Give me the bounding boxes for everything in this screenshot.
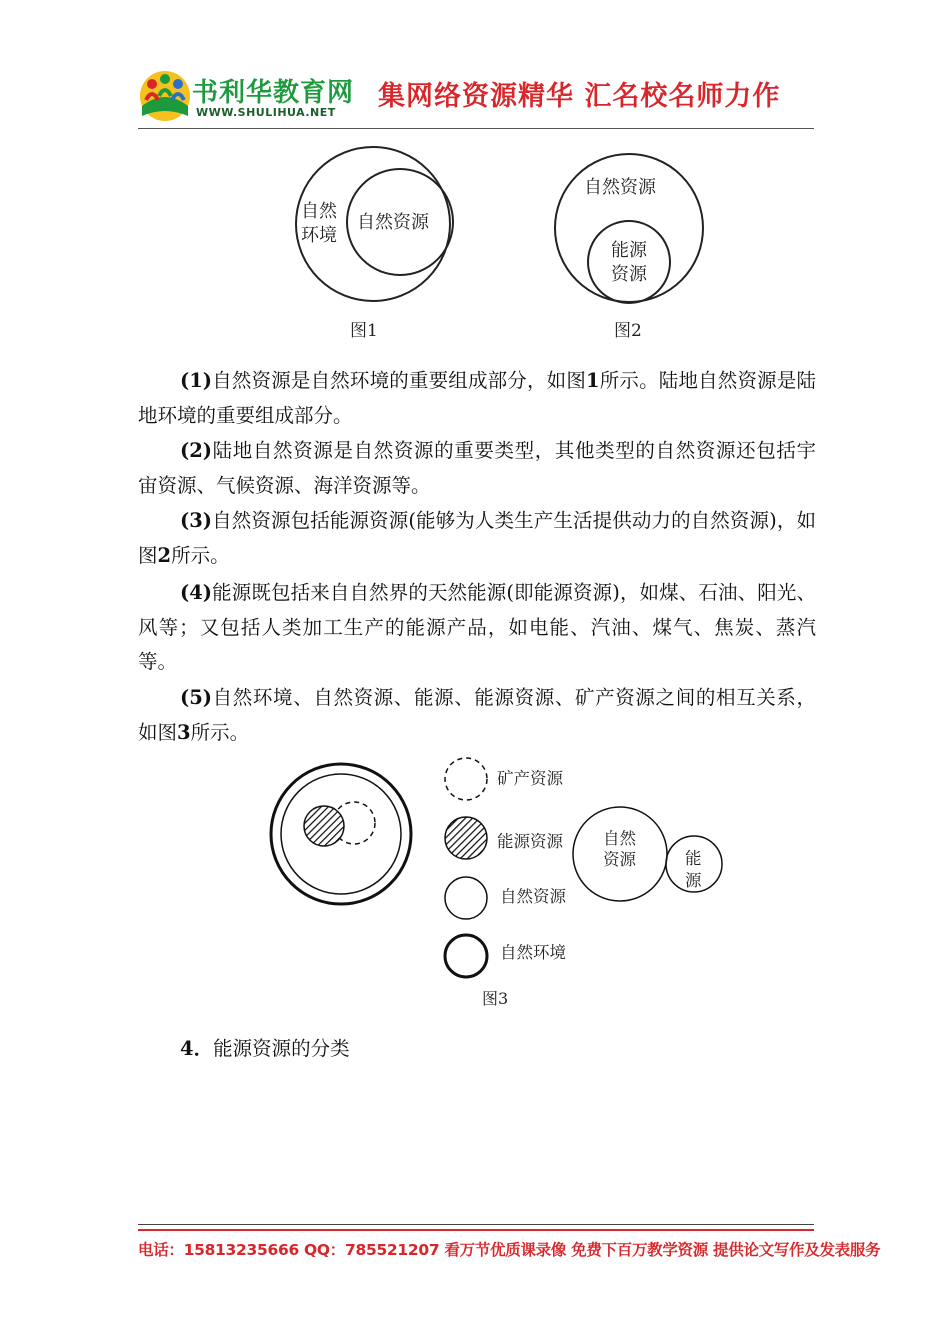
paragraph-2-num: (2) [180, 439, 213, 462]
figure-3 [262, 752, 732, 1014]
paragraph-1 [138, 364, 816, 433]
fig1-outer-label-1: 自然 [301, 201, 337, 222]
header-slogan: 集网络资源精华 汇名校名师力作 [378, 81, 781, 112]
paragraph-5 [138, 681, 816, 750]
fig3-energy-circle [304, 806, 344, 846]
section-number: 4． [180, 1037, 214, 1060]
logo-url[interactable]: WWW.SHULIHUA.NET [196, 106, 336, 119]
paragraph-5-ref: 3 [177, 720, 191, 744]
paragraph-5-tail: 所示。 [190, 720, 250, 744]
paragraph-3-num: (3) [180, 509, 213, 532]
footer-contact: 电话：15813235666 QQ：785521207 看万节优质课录像 免费下百万教学资源 提供论文写作及发表服务 [138, 1241, 881, 1259]
fig2-inner-circle [588, 221, 670, 303]
section-title: 能源资源的分类 [213, 1037, 350, 1060]
footer-divider-red [138, 1229, 814, 1231]
legend-env-label: 自然环境 [500, 943, 566, 962]
legend-mineral-label: 矿产资源 [497, 769, 563, 788]
paragraph-2 [138, 434, 816, 503]
venn-right-label-1: 能 [685, 849, 702, 868]
fig2-outer-label: 自然资源 [584, 177, 656, 198]
page-header [138, 66, 814, 128]
figures-1-2 [138, 140, 814, 350]
paragraph-1-tail: 所示。陆地自然资源是陆地环境的重要组成部分。 [138, 369, 816, 427]
fig2-caption: 图2 [614, 321, 642, 341]
paragraph-1-num: (1) [180, 369, 213, 392]
footer-divider-top [138, 1224, 814, 1225]
paragraph-3-ref: 2 [157, 543, 172, 567]
paragraph-1-ref: 1 [586, 369, 600, 392]
figure-1 [296, 147, 453, 341]
paragraph-3-tail: 所示。 [171, 543, 230, 567]
paragraph-5-num: (5) [180, 686, 213, 709]
section-heading [180, 1034, 350, 1064]
fig2-inner-label-1: 能源 [611, 240, 647, 261]
logo-people-icon [138, 66, 192, 124]
paragraph-4-text: 能源既包括来自自然界的天然能源(即能源资源)，如煤、石油、阳光、风等；又包括人类加工生产的能源产品，如电能、汽油、煤气、焦炭、蒸汽等。 [138, 581, 816, 673]
fig2-inner-label-2: 资源 [611, 264, 647, 285]
legend-resource-swatch [445, 877, 487, 919]
paragraph-4-num: (4) [180, 581, 213, 604]
fig1-inner-label: 自然资源 [357, 212, 429, 233]
legend-energy-label: 能源资源 [497, 832, 563, 851]
logo-title: 书利华教育网 [192, 78, 355, 108]
fig1-caption: 图1 [350, 321, 378, 341]
fig3-caption: 图3 [482, 989, 509, 1008]
legend-resource-label: 自然资源 [500, 887, 566, 906]
site-logo[interactable] [138, 66, 358, 126]
legend-mineral-swatch [445, 758, 487, 800]
venn-left-label-1: 自然 [603, 829, 636, 848]
figure-2 [555, 154, 703, 341]
paragraph-3-text: 自然资源包括能源资源(能够为人类生产生活提供动力的自然资源)，如图 [138, 509, 816, 567]
legend-energy-swatch [445, 817, 487, 859]
legend-env-swatch [445, 935, 487, 977]
paragraph-5-text: 自然环境、自然资源、能源、能源资源、矿产资源之间的相互关系，如图 [138, 686, 816, 744]
paragraph-2-text: 陆地自然资源是自然资源的重要类型，其他类型的自然资源还包括宇宙资源、气候资源、海洋资源等。 [138, 439, 816, 497]
venn-left-label-2: 资源 [603, 850, 636, 869]
paragraph-3 [138, 504, 816, 573]
fig1-outer-label-2: 环境 [301, 225, 337, 246]
paragraph-4 [138, 576, 816, 680]
header-divider [138, 128, 814, 129]
paragraph-1-text: 自然资源是自然环境的重要组成部分，如图 [212, 369, 586, 392]
venn-right-label-2: 源 [685, 871, 702, 890]
